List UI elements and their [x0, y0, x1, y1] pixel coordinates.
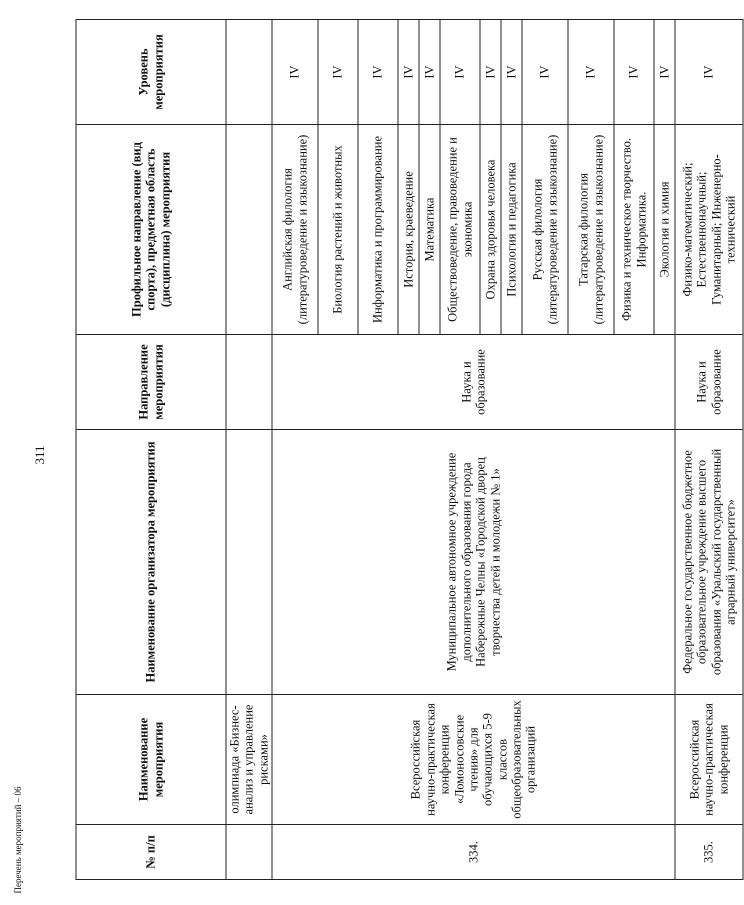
table-header-row	[76, 20, 226, 880]
table-row-carryover	[226, 20, 272, 880]
cell-organizer: Федеральное государственное бюджетное образовательное учреждение высшего образования «Уральский государственный аграрный университет»	[675, 430, 743, 695]
cell-profile: Английская филология (литературоведение и языкознание)	[272, 125, 318, 335]
cell-direction: Наука и образование	[272, 335, 675, 430]
cell-level: IV	[614, 20, 654, 125]
cell-level: IV	[440, 20, 480, 125]
cell-profile: Физико-математический; Естественнонаучный; Гуманитарный; Инженерно-технический	[675, 125, 743, 335]
cell-organizer: Муниципальное автономное учреждение дополнительного образования города Набережные Челны «Городской дворец творчества детей и молодежи № 1»	[272, 430, 675, 695]
cell-level: IV	[568, 20, 614, 125]
header-profile: Профильное направление (вид спорта), предметная область (дисциплина) мероприятия	[76, 125, 226, 335]
cell-level: IV	[398, 20, 419, 125]
cell-profile: Математика	[419, 125, 440, 335]
cell-direction: Наука и образование	[675, 335, 743, 430]
cell-level	[226, 20, 272, 125]
page-number: 311	[32, 445, 47, 465]
cell-level: IV	[480, 20, 501, 125]
events-table-sheet	[76, 20, 738, 880]
header-organizer: Наименование организатора мероприятия	[76, 430, 226, 695]
cell-profile: Экология и химия	[654, 125, 675, 335]
cell-level: IV	[675, 20, 743, 125]
cell-profile: Биология растений и животных	[318, 125, 358, 335]
cell-level: IV	[272, 20, 318, 125]
cell-level: IV	[522, 20, 568, 125]
cell-level: IV	[358, 20, 398, 125]
cell-number: 334.	[272, 825, 675, 880]
cell-profile: Психология и педагогика	[501, 125, 522, 335]
cell-event-name: Всероссийская научно-практическая конференция	[675, 695, 743, 825]
cell-number: 335.	[675, 825, 743, 880]
header-number: № п/п	[76, 825, 226, 880]
cell-event-name: олимпиада «Бизнес-анализ и управление рисками»	[226, 695, 272, 825]
footer-note: Перечень мероприятий – 06	[13, 786, 23, 894]
cell-event-name: Всероссийская научно-практическая конференция «Ломоносовские чтения» для обучающихся 5-9 классов общеобразовательных организаций	[272, 695, 675, 825]
table-row-335	[675, 20, 743, 880]
cell-level: IV	[654, 20, 675, 125]
header-direction: Направление мероприятия	[76, 335, 226, 430]
cell-level: IV	[419, 20, 440, 125]
cell-profile: Охрана здоровья человека	[480, 125, 501, 335]
cell-profile: Физика и техническое творчество. Информатика.	[614, 125, 654, 335]
cell-number	[226, 825, 272, 880]
cell-direction	[226, 335, 272, 430]
cell-profile: Русская филология (литературоведение и языкознание)	[522, 125, 568, 335]
cell-organizer	[226, 430, 272, 695]
events-table	[76, 19, 744, 880]
cell-level: IV	[318, 20, 358, 125]
header-event-name: Наименование мероприятия	[76, 695, 226, 825]
cell-level: IV	[501, 20, 522, 125]
header-level: Уровень мероприятия	[76, 20, 226, 125]
cell-profile: Информатика и программирование	[358, 125, 398, 335]
cell-profile: Обществоведение, правоведение и экономика	[440, 125, 480, 335]
cell-profile	[226, 125, 272, 335]
cell-profile: История, краеведение	[398, 125, 419, 335]
cell-profile: Татарская филология (литературоведение и языкознание)	[568, 125, 614, 335]
table-row-334-subrow	[272, 20, 318, 880]
